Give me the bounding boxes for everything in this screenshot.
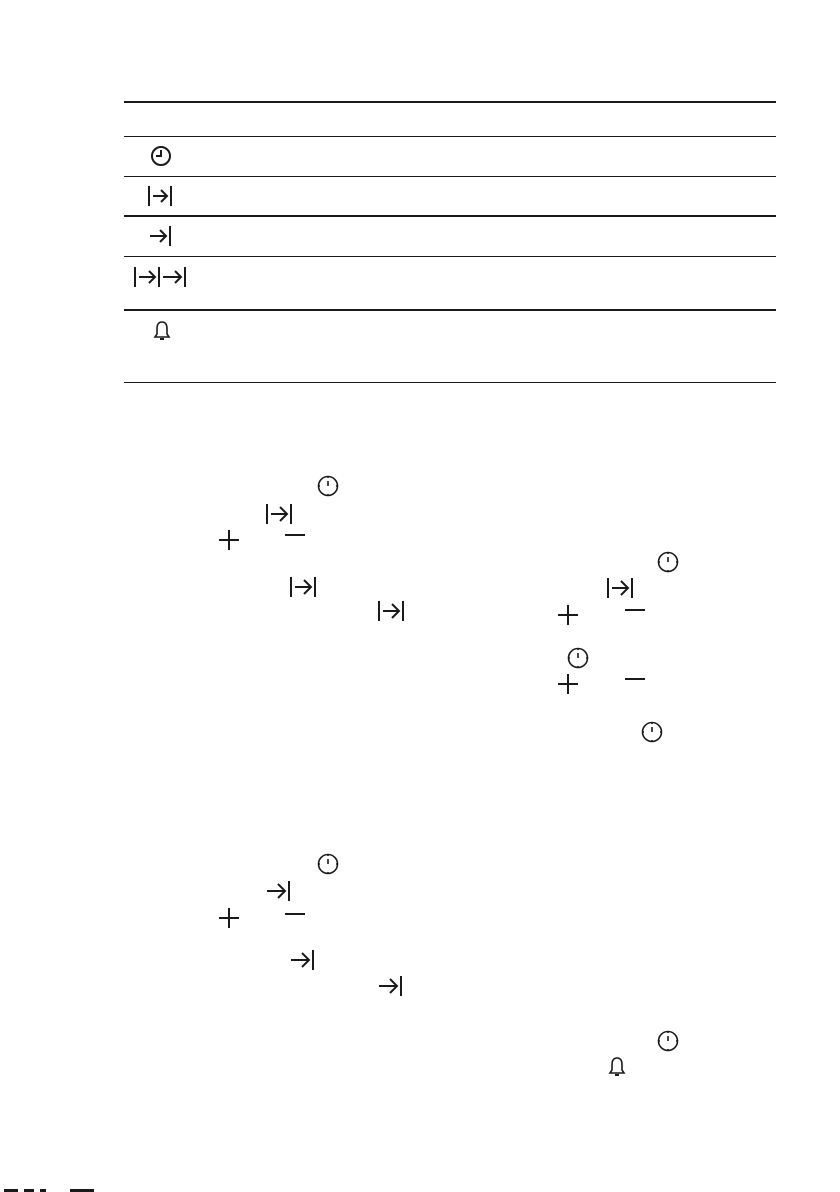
clock-icon [657,1030,679,1052]
end-icon [289,949,315,971]
end-icon [148,225,172,247]
clock-icon [641,721,663,743]
bell-icon [607,1056,627,1078]
duration-icon [377,600,405,622]
minus-icon[interactable] [624,605,646,615]
table-row-divider [124,176,776,177]
table-row-divider [124,309,776,311]
footer-crop-mark [0,1188,100,1192]
end-icon [265,880,291,902]
clock-icon [150,145,172,167]
minus-icon[interactable] [284,909,306,919]
bell-icon [152,320,172,342]
table-bottom-rule [124,382,776,383]
plus-icon[interactable] [218,529,240,551]
end-icon [377,975,403,997]
table-header-rule [124,136,776,137]
table-row-divider [124,215,776,217]
clock-icon [567,647,589,669]
plus-icon[interactable] [557,604,579,626]
minus-icon[interactable] [624,674,646,684]
plus-icon[interactable] [218,907,240,929]
duration-icon [289,576,317,598]
duration-icon [606,577,634,599]
duration-end-icon [133,266,189,288]
clock-icon [657,551,679,573]
table-row-divider [124,256,776,257]
duration-icon [265,503,293,525]
table-top-rule [124,101,776,103]
minus-icon[interactable] [284,530,306,540]
plus-icon[interactable] [557,673,579,695]
duration-icon [147,185,173,207]
clock-icon [317,475,339,497]
clock-icon [317,853,339,875]
